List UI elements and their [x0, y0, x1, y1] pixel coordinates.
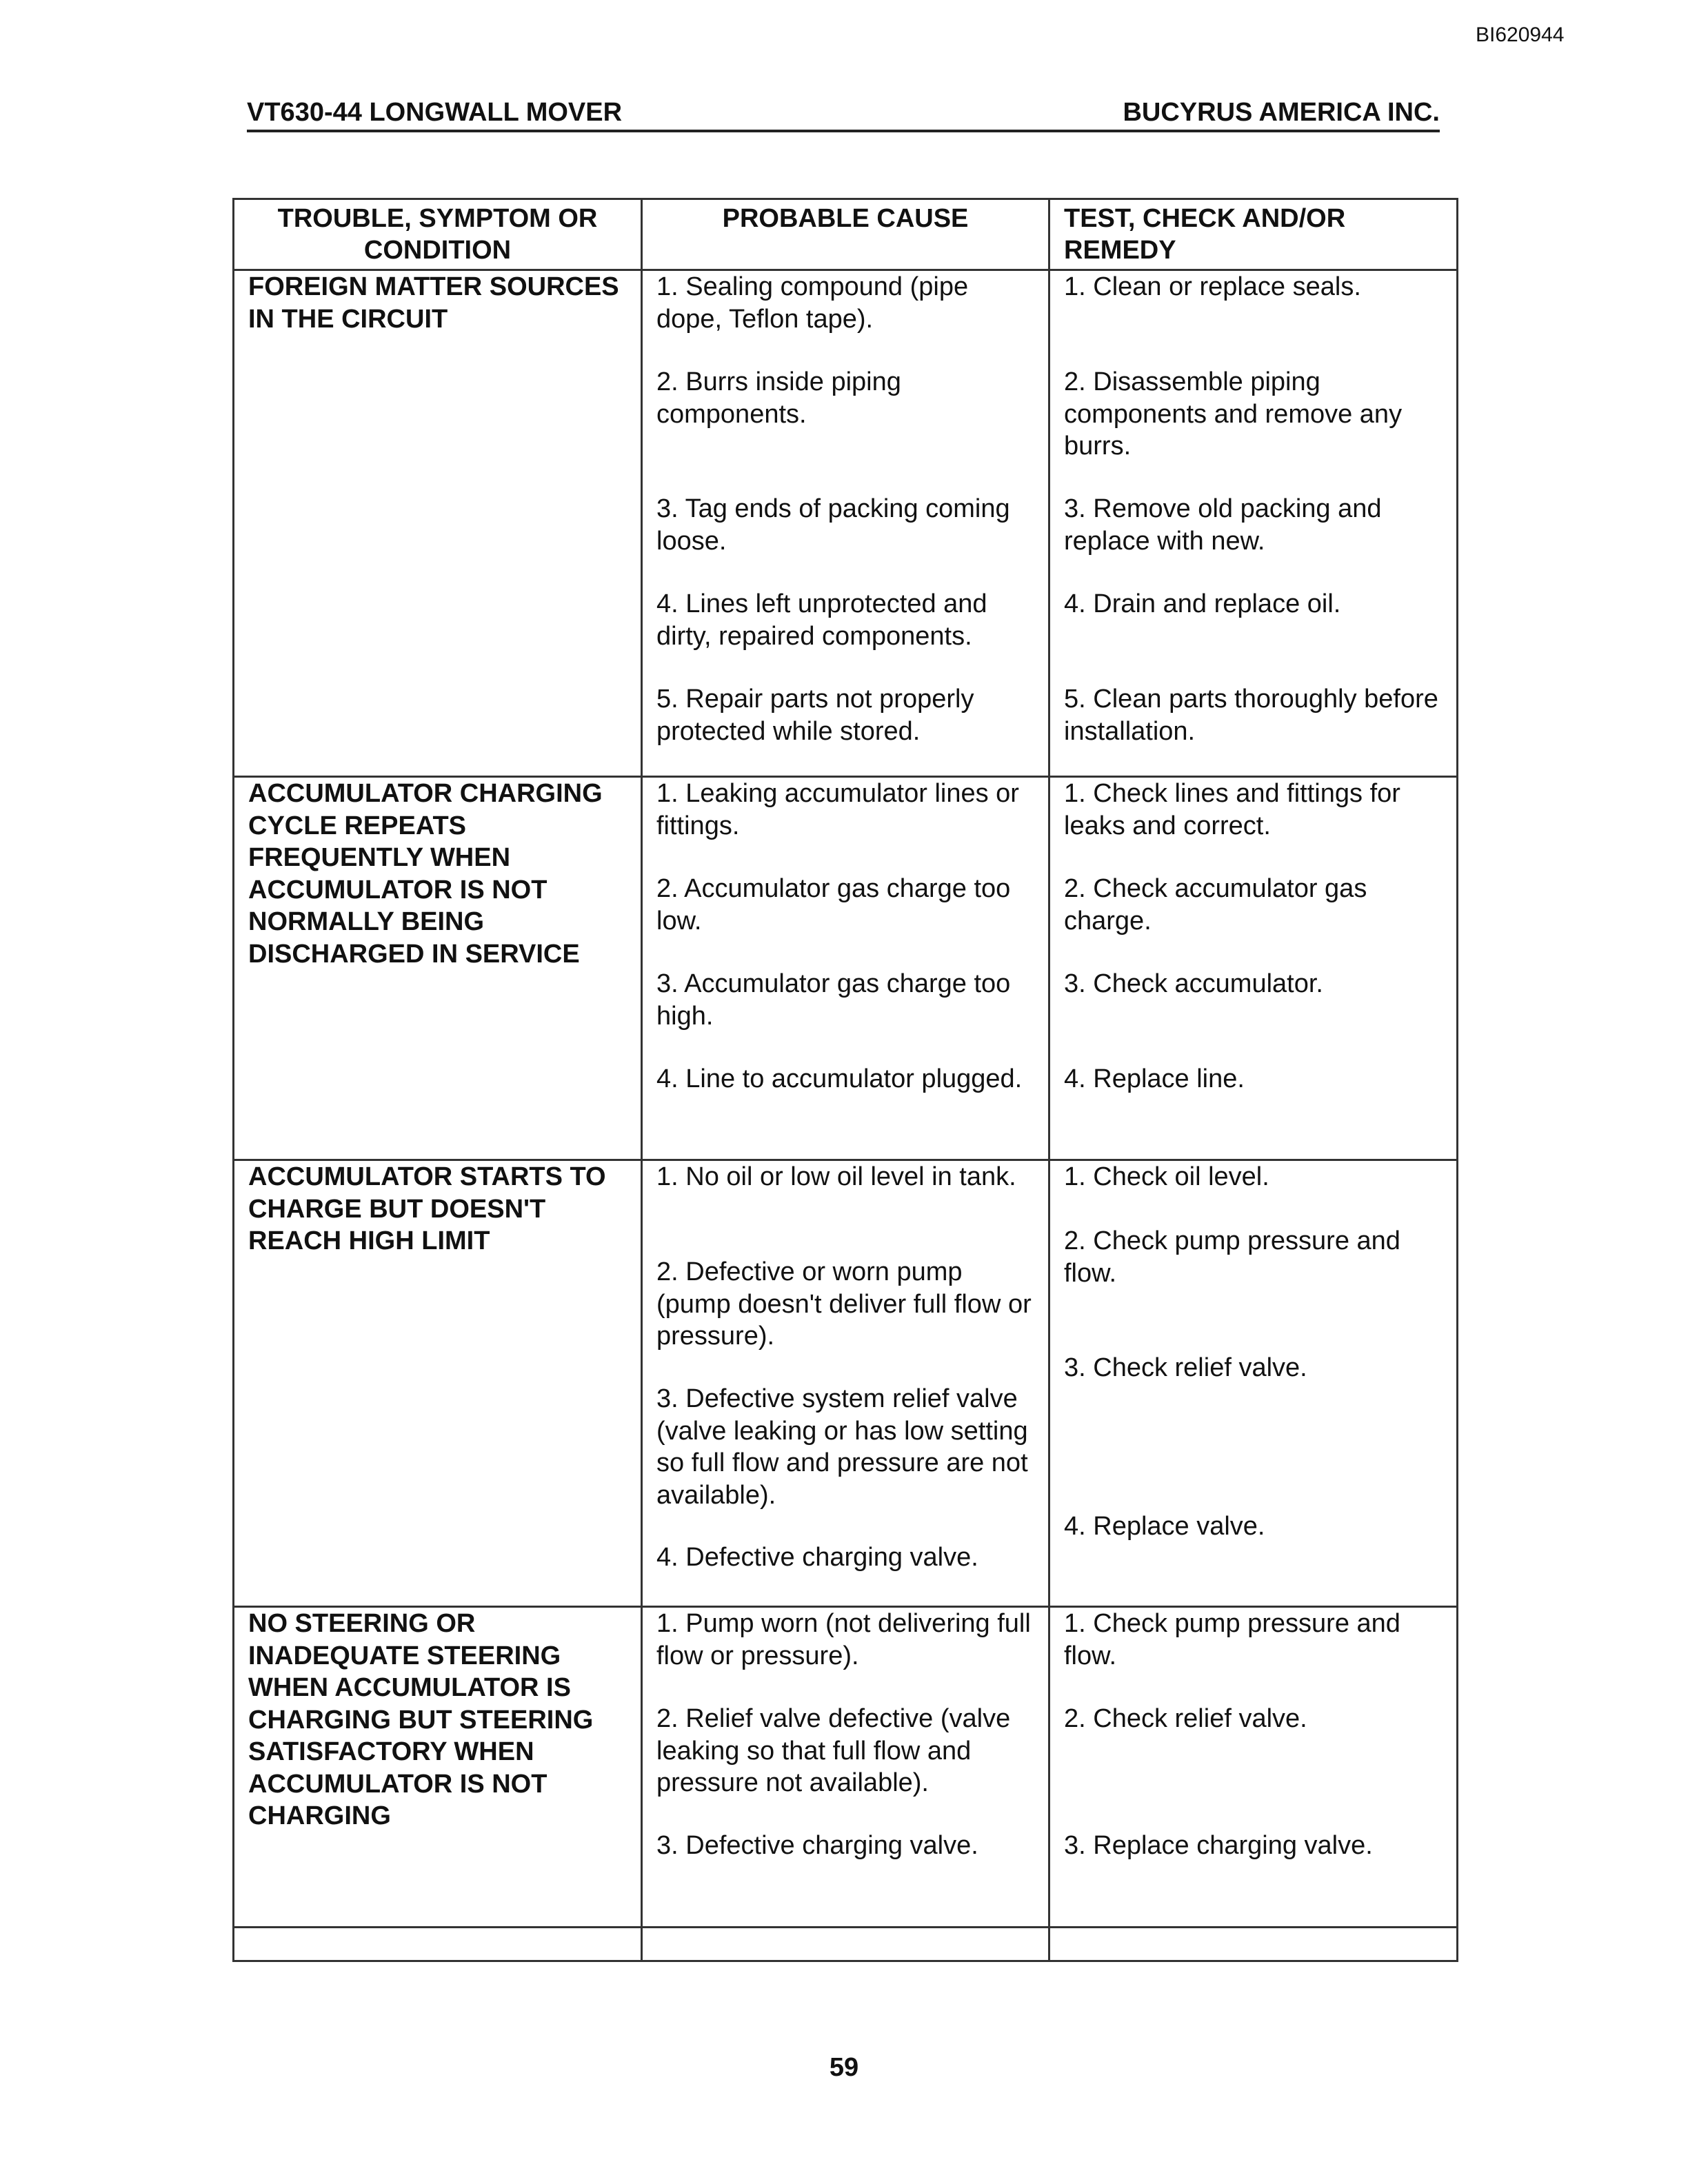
column-header-cause: PROBABLE CAUSE	[642, 199, 1049, 270]
remedy-item: 2. Check accumulator gas charge.	[1064, 874, 1367, 936]
condition-cell: ACCUMULATOR STARTS TO CHARGE BUT DOESN'T REACH HIGH LIMIT	[234, 1160, 642, 1607]
remedy-cell	[1049, 1607, 1458, 1928]
page-header	[247, 98, 1440, 132]
empty-cell	[1049, 1928, 1458, 1961]
remedy-item: 3. Check relief valve.	[1064, 1353, 1307, 1382]
remedy-item: 3. Remove old packing and replace with new.	[1064, 494, 1382, 556]
cause-cell	[642, 1607, 1049, 1928]
cause-item: 4. Line to accumulator plugged.	[656, 1064, 1023, 1093]
troubleshooting-table	[232, 198, 1458, 1962]
page-number: 59	[829, 2053, 859, 2082]
remedy-item: 5. Clean parts thoroughly before installation.	[1064, 685, 1438, 746]
empty-cell	[642, 1928, 1049, 1961]
condition-cell: ACCUMULATOR CHARGING CYCLE REPEATS FREQUENTLY WHEN ACCUMULATOR IS NOT NORMALLY BEING DISCHARGED IN SERVICE	[234, 777, 642, 1160]
remedy-item: 1. Check oil level.	[1064, 1162, 1269, 1191]
cause-cell	[642, 1160, 1049, 1607]
cause-item: 2. Accumulator gas charge too low.	[656, 874, 1011, 936]
cause-item: 1. Leaking accumulator lines or fittings.	[656, 779, 1019, 840]
empty-row	[234, 1928, 1458, 1961]
remedy-cell	[1049, 1160, 1458, 1607]
remedy-cell	[1049, 777, 1458, 1160]
cause-item: 3. Tag ends of packing coming loose.	[656, 494, 1010, 556]
header-title: VT630-44 LONGWALL MOVER	[247, 98, 623, 127]
document-id: BI620944	[1476, 23, 1565, 46]
cause-cell	[642, 777, 1049, 1160]
remedy-item: 4. Drain and replace oil.	[1064, 589, 1341, 618]
empty-cell	[234, 1928, 642, 1961]
cause-item: 2. Defective or worn pump (pump doesn't deliver full flow or pressure).	[656, 1257, 1032, 1351]
header-company: BUCYRUS AMERICA INC.	[1123, 98, 1440, 127]
remedy-item: 2. Disassemble piping components and remove any burrs.	[1064, 367, 1403, 461]
cause-item: 1. Sealing compound (pipe dope, Teflon tape).	[656, 272, 969, 334]
cause-item: 3. Accumulator gas charge too high.	[656, 969, 1011, 1031]
remedy-item: 1. Clean or replace seals.	[1064, 272, 1361, 301]
cause-item: 3. Defective charging valve.	[656, 1831, 978, 1860]
remedy-item: 4. Replace line.	[1064, 1064, 1245, 1093]
cause-item: 4. Defective charging valve.	[656, 1543, 978, 1572]
cause-item: 2. Relief valve defective (valve leaking so that full flow and pressure not available).	[656, 1704, 1011, 1797]
condition-cell: FOREIGN MATTER SOURCES IN THE CIRCUIT	[234, 270, 642, 777]
cause-item: 2. Burrs inside piping components.	[656, 367, 901, 429]
cause-cell	[642, 270, 1049, 777]
cause-item: 4. Lines left unprotected and dirty, repaired components.	[656, 589, 987, 651]
table-row	[234, 1160, 1458, 1607]
table-row	[234, 1607, 1458, 1928]
remedy-item: 3. Replace charging valve.	[1064, 1831, 1373, 1860]
table-row	[234, 270, 1458, 777]
remedy-item: 3. Check accumulator.	[1064, 969, 1323, 998]
remedy-item: 4. Replace valve.	[1064, 1512, 1265, 1541]
cause-item: 5. Repair parts not properly protected while stored.	[656, 685, 974, 746]
cause-item: 1. Pump worn (not delivering full flow or pressure).	[656, 1609, 1031, 1670]
cause-item: 1. No oil or low oil level in tank.	[656, 1162, 1016, 1191]
column-header-remedy: TEST, CHECK AND/OR REMEDY	[1049, 199, 1458, 270]
condition-cell: NO STEERING OR INADEQUATE STEERING WHEN ACCUMULATOR IS CHARGING BUT STEERING SATISFACTORY WHEN ACCUMULATOR IS NOT CHARGING	[234, 1607, 642, 1928]
remedy-item: 2. Check relief valve.	[1064, 1704, 1307, 1733]
remedy-item: 2. Check pump pressure and flow.	[1064, 1226, 1400, 1288]
remedy-cell	[1049, 270, 1458, 777]
table-header-row	[234, 199, 1458, 270]
cause-item: 3. Defective system relief valve (valve leaking or has low setting so full flow and pressure are not available).	[656, 1384, 1028, 1510]
table-row	[234, 777, 1458, 1160]
remedy-item: 1. Check pump pressure and flow.	[1064, 1609, 1400, 1670]
remedy-item: 1. Check lines and fittings for leaks and correct.	[1064, 779, 1400, 840]
column-header-condition: TROUBLE, SYMPTOM OR CONDITION	[234, 199, 642, 270]
